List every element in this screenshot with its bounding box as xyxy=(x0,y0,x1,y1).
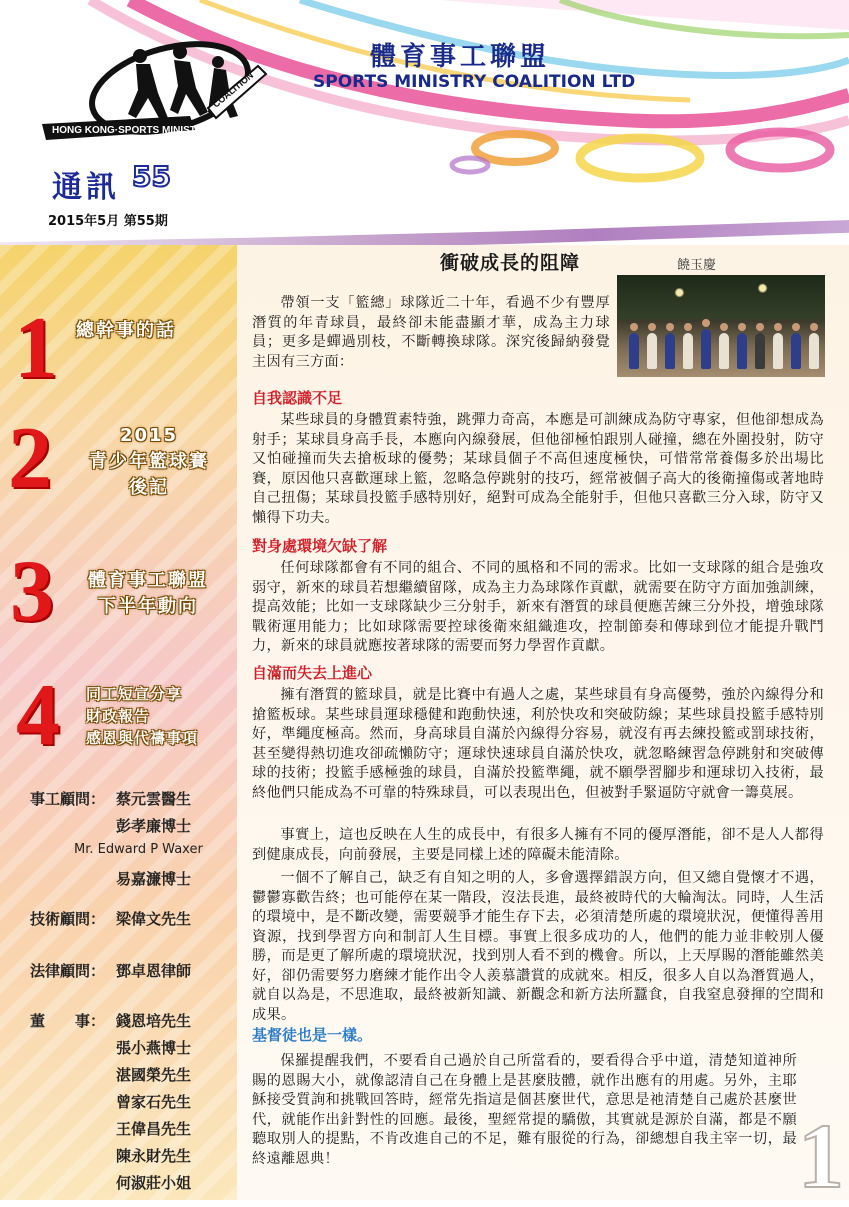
toc-label-line: 2015 xyxy=(119,425,179,446)
toc-label-line: 青少年籃球賽 xyxy=(89,451,209,473)
toc-label-line: 後記 xyxy=(129,477,169,499)
org-name-english: SPORTS MINISTRY COALITION LTD xyxy=(313,72,636,92)
section-heading: 自滿而失去上進心 xyxy=(252,664,373,682)
toc-label xyxy=(74,423,224,501)
advisor-label: 事工顧問： xyxy=(30,790,106,808)
article-author: 饒玉慶 xyxy=(677,258,717,273)
advisor-name: 彭孝廉博士 xyxy=(116,817,192,835)
page-number: 1 xyxy=(798,1105,844,1207)
board-member: 曾家石先生 xyxy=(116,1093,192,1111)
team-photo xyxy=(617,275,825,377)
tech-advisor-name: 梁偉文先生 xyxy=(116,910,192,928)
board-member: 何淑莊小姐 xyxy=(116,1174,192,1192)
toc-label xyxy=(86,684,198,749)
toc-label-line: 體育事工聯盟 xyxy=(88,570,208,591)
newsletter-label: 通訊 xyxy=(52,170,120,205)
advisor-name: Mr. Edward P Waxer xyxy=(74,842,203,857)
toc-number: 2 xyxy=(8,410,52,507)
toc-label xyxy=(78,568,218,620)
board-member: 王偉昌先生 xyxy=(116,1120,192,1138)
article-paragraph: 保羅提醒我們，不要看自己過於自己所當看的，要看得合乎中道，清楚知道神所賜的恩賜大小，就像認清自己在身體上是甚麼肢體，就作出應有的用處。另外，主耶穌接受質詢和挑戰回答時，經常先指這是個甚麼世代，意思是祂清楚自己處於甚麼世代，就能作出針對性的回應。最後，聖經常提的驕傲，其實就是源於自滿，都是不願聽取別人的提點，不肯改進自己的不足，難有服從的行為，卻總想自我主宰一切，最終遠離恩典！ xyxy=(252,1053,797,1167)
coalition-logo xyxy=(40,38,270,148)
section-body: 擁有潛質的籃球員，就是比賽中有過人之處，某些球員有身高優勢，強於內線得分和搶籃板球。某些球員運球穩健和跑動快速，利於快攻和突破防線；某些球員投籃手感特別好，準繩度極高。然而，身高球員自滿於內線得分容易，就沒有再去練投籃或罰球技術，甚至變得熱切進攻卻疏懶防守；運球快速球員自滿於快攻，就忽略練習急停跳射和突破傳球的技術；投籃手感極強的球員，自滿於投籃準繩，就不願學習腳步和運球切入技術，最終他們只能成為不可靠的特殊球員，可以表現出色，但被對手緊逼防守就會一籌莫展。 xyxy=(252,687,824,801)
toc-label-line: 同工短宣分享 xyxy=(86,685,183,703)
toc-number: 3 xyxy=(10,543,54,640)
issue-number: 55 xyxy=(132,160,171,193)
board-member: 錢恩培先生 xyxy=(116,1012,192,1030)
tech-advisor-label: 技術顧問： xyxy=(30,910,106,928)
toc-number: 1 xyxy=(14,300,58,397)
board-member: 湛國榮先生 xyxy=(116,1066,192,1084)
org-name-chinese: 體育事工聯盟 xyxy=(370,42,551,72)
toc-label-line: 財政報告 xyxy=(86,706,151,725)
logo-text-left: HONG KONG·SPORTS MINISTRY xyxy=(52,125,210,136)
board-member: 張小燕博士 xyxy=(116,1039,192,1057)
article-title: 衝破成長的阻障 xyxy=(440,252,581,274)
section-body: 某些球員的身體質素特強，跳彈力奇高，本應是可訓練成為防守專家，但他卻想成為射手；某球員身高手長，本應向內線發展，但他卻極怕跟別人碰撞，總在外圍投射，防守又怕碰撞而失去搶板球的優勢；某球員個子不高但速度極快，可惜常常養傷多於出場比賽，原因他只喜歡運球上籃，忽略急停跳射的技巧，經常被個子高大的後衛撞傷或著地時自己扭傷；某球員投籃手感特別好，絕對可成為全能射手，但他只喜歡三分入球，防守又懶得下功夫。 xyxy=(252,412,824,526)
advisor-name: 易嘉濂博士 xyxy=(116,870,192,888)
legal-advisor-label: 法律顧問： xyxy=(30,962,106,980)
advisor-name: 蔡元雲醫生 xyxy=(116,790,192,808)
section-body: 任何球隊都會有不同的組合、不同的風格和不同的需求。比如一支球隊的組合是強攻弱守，新來的球員若想繼續留隊，成為主力為球隊作貢獻，就需要在防守方面加強訓練，提高效能；比如一支球隊缺少三分射手，新來有潛質的球員便應苦練三分外投，增強球隊戰術運用能力；比如球隊需要控球後衛來組織進攻，控制節奏和傳球到位才能提升戰鬥力，新來的球員就應按著球隊的需要而努力學習作貢獻。 xyxy=(252,560,824,654)
board-label: 董 事： xyxy=(30,1012,106,1030)
logo-text-right: COALITION xyxy=(210,70,256,110)
toc-label: 總幹事的話 xyxy=(76,320,176,341)
legal-advisor-name: 鄧卓恩律師 xyxy=(116,962,192,980)
toc-number: 4 xyxy=(16,667,60,764)
issue-date: 2015年5月 第55期 xyxy=(48,214,168,229)
section-heading: 基督徒也是一樣。 xyxy=(252,1026,373,1044)
article-paragraph: 事實上，這也反映在人生的成長中，有很多人擁有不同的優厚潛能，卻不是人人都得到健康成長，向前發展，主要是同樣上述的障礙未能清除。 xyxy=(252,827,824,863)
section-heading: 對身處環境欠缺了解 xyxy=(252,537,388,555)
article-intro: 帶領一支「籃總」球隊近二十年，看過不少有豐厚潛質的年青球員，最終卻未能盡顯才華，成為主力球員；更多是蟬過別枝，不斷轉換球隊。深究後歸納發覺主因有三方面： xyxy=(252,295,610,370)
article-paragraph: 一個不了解自己，缺乏有自知之明的人，多會選擇錯誤方向，但又總自覺懷才不遇，鬱鬱寡歡告終；也可能停在某一階段，沒法長進，最終被時代的大輪淘汰。同時，人生活的環境中，是不斷改變，需要競爭才能生存下去，必須清楚所處的環境狀況，便懂得善用資源，找到學習方向和制訂人生目標。事實上很多成功的人，他們的能力並非較別人優勝，而是更了解所處的環境狀況，找到別人看不到的機會。所以，上天厚賜的潛能雖然美好，卻仍需要努力磨練才能作出令人羨慕讚賞的成就來。相反，很多人自以為潛質過人，就自以為是，不思進取，最終被新知識、新觀念和新方法所蠶食，自我窒息發揮的空間和成果。 xyxy=(252,870,824,1023)
toc-label-line: 下半年動向 xyxy=(98,596,198,618)
section-heading: 自我認識不足 xyxy=(252,389,343,407)
board-member: 陳永財先生 xyxy=(116,1147,192,1165)
toc-label-line: 感恩與代禱事項 xyxy=(86,728,199,747)
